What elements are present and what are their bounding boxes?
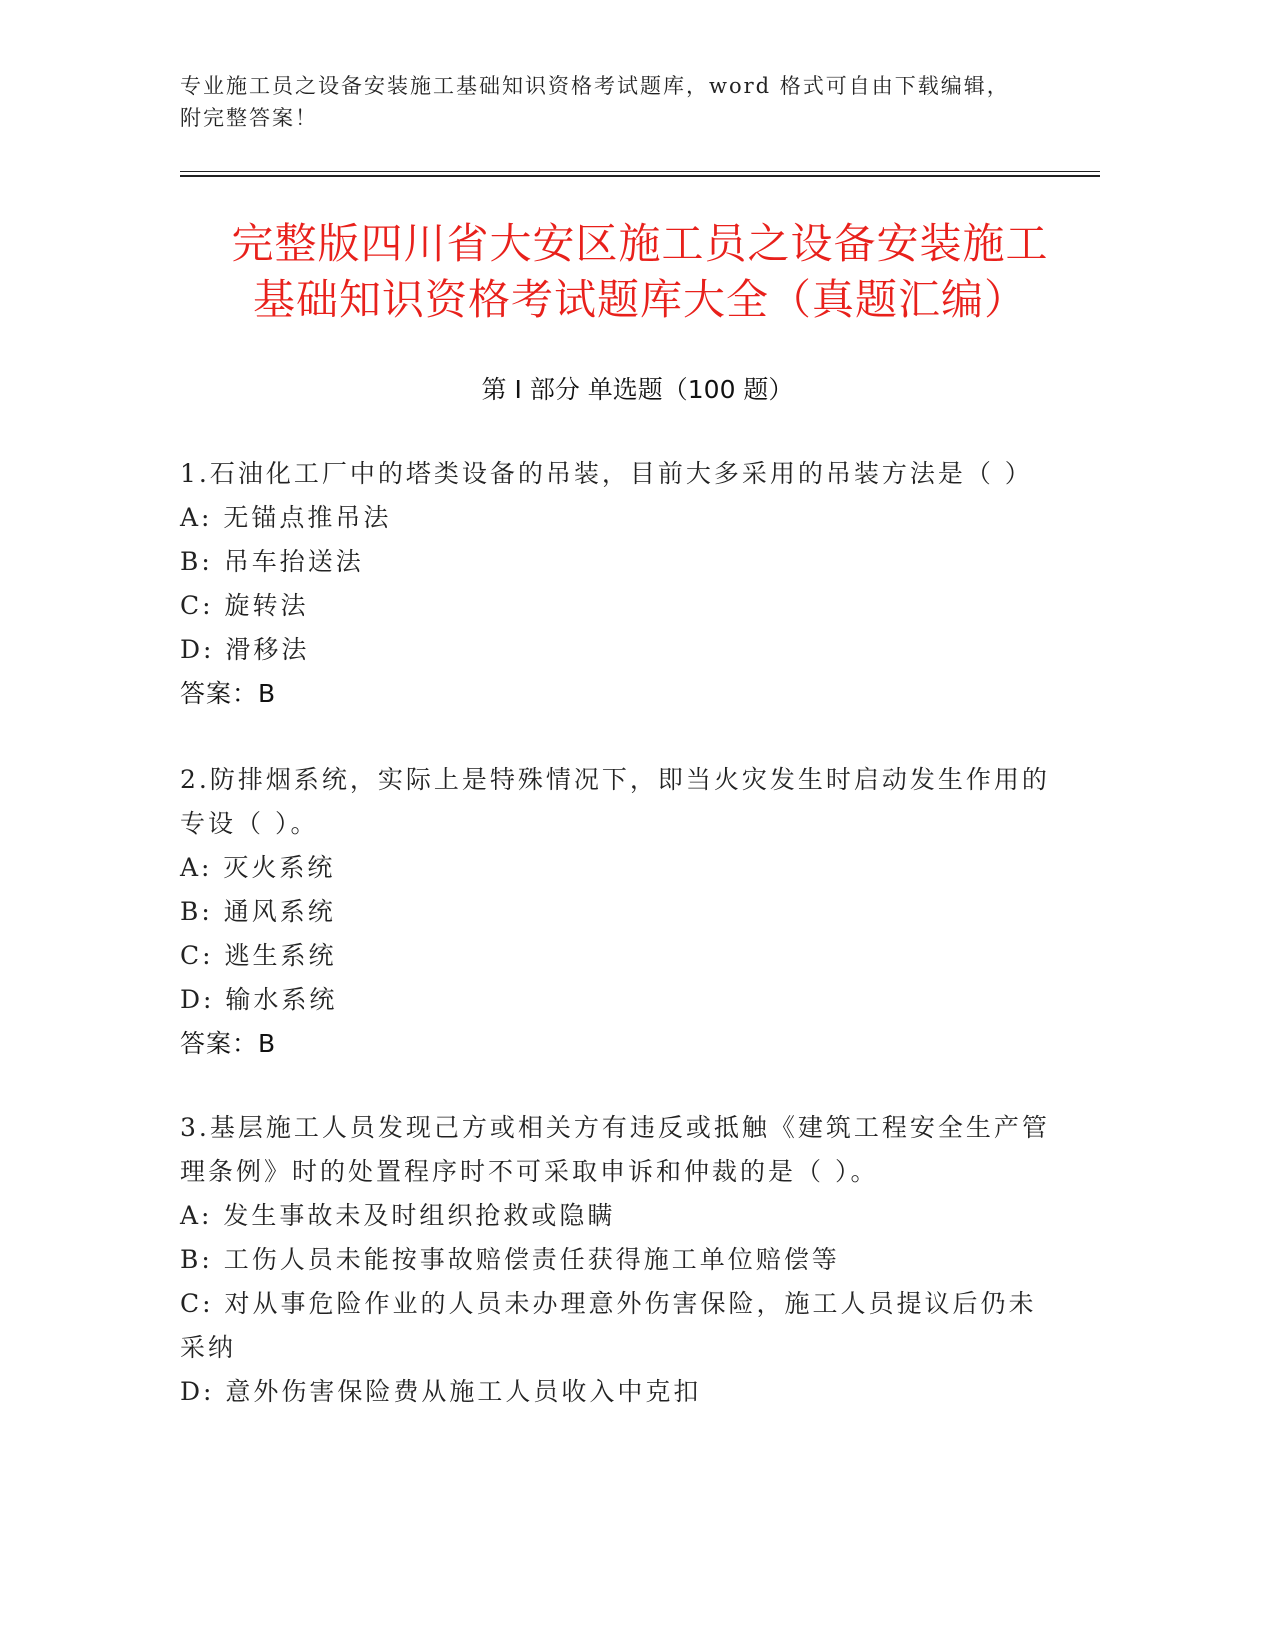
option-c: C: 对从事危险作业的人员未办理意外伤害保险，施工人员提议后仍未采纳 bbox=[180, 1289, 1037, 1362]
question-3 bbox=[180, 1106, 1050, 1414]
section-title: 第 I 部分 单选题（100 题） bbox=[481, 375, 794, 404]
page-title bbox=[140, 216, 1140, 328]
option-b: B: 工伤人员未能按事故赔偿责任获得施工单位赔偿等 bbox=[180, 1245, 840, 1274]
question-2 bbox=[180, 758, 1050, 1066]
option-a: A: 灭火系统 bbox=[180, 853, 336, 882]
header-note-line1: 专业施工员之设备安装施工基础知识资格考试题库，word 格式可自由下载编辑， bbox=[180, 74, 1010, 98]
page-title-line1: 完整版四川省大安区施工员之设备安装施工 bbox=[231, 219, 1049, 268]
header-divider-thin bbox=[180, 171, 1100, 172]
option-c: C: 逃生系统 bbox=[180, 941, 337, 970]
option-d: D: 输水系统 bbox=[180, 985, 338, 1014]
option-b: B: 吊车抬送法 bbox=[180, 547, 364, 576]
option-a: A: 无锚点推吊法 bbox=[180, 503, 392, 532]
option-a: A: 发生事故未及时组织抢救或隐瞒 bbox=[180, 1201, 616, 1230]
question-stem: 1.石油化工厂中的塔类设备的吊装，目前大多采用的吊装方法是（ ） bbox=[180, 459, 1033, 488]
page-title-line2: 基础知识资格考试题库大全（真题汇编） bbox=[252, 275, 1027, 324]
answer: 答案：B bbox=[180, 679, 277, 708]
question-1 bbox=[180, 452, 1050, 716]
option-d: D: 意外伤害保险费从施工人员收入中克扣 bbox=[180, 1377, 702, 1406]
option-c: C: 旋转法 bbox=[180, 591, 309, 620]
answer: 答案：B bbox=[180, 1029, 277, 1058]
header-note-line2: 附完整答案！ bbox=[180, 106, 318, 130]
question-stem: 2.防排烟系统，实际上是特殊情况下，即当火灾发生时启动发生作用的专设（ ）。 bbox=[180, 765, 1050, 838]
header-divider-thick bbox=[180, 175, 1100, 177]
option-b: B: 通风系统 bbox=[180, 897, 336, 926]
option-d: D: 滑移法 bbox=[180, 635, 310, 664]
question-stem: 3.基层施工人员发现己方或相关方有违反或抵触《建筑工程安全生产管理条例》时的处置程序时不可采取申诉和仲裁的是（ ）。 bbox=[180, 1113, 1050, 1186]
header-note bbox=[180, 70, 1060, 134]
